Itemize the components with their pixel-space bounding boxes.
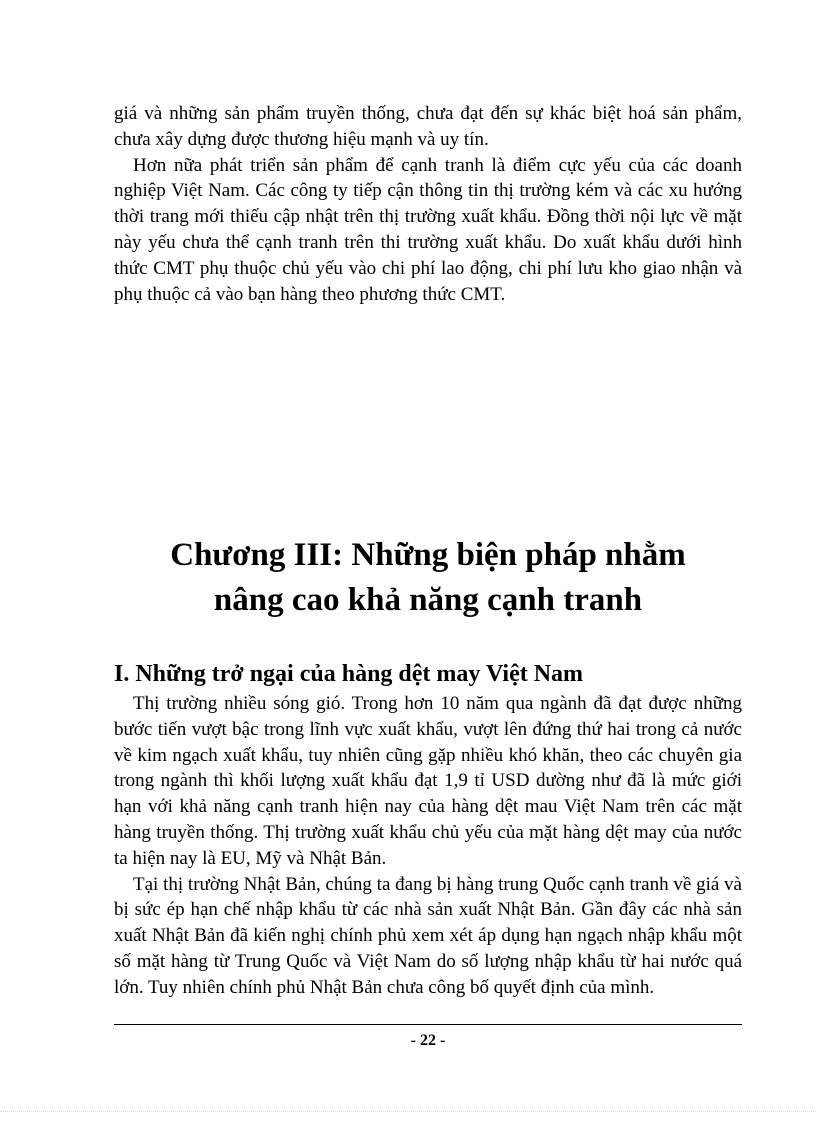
paragraph-product-development: Hơn nữa phát triển sản phẩm để cạnh tranh là điểm cực yếu của các doanh nghiệp Việt Nam. Các công ty tiếp cận thông tin thị trường kém và các xu hướng thời trang mới thiếu cập nhật trên thị trường xuất khẩu. Đồng thời nội lực về mặt này yếu chưa thể cạnh tranh trên thi trường xuất khẩu. Do xuất khẩu dưới hình thức CMT phụ thuộc chủ yếu vào chi phí lao động, chi phí lưu kho giao nhận và phụ thuộc cả vào bạn hàng theo phương thức CMT.: [114, 154, 742, 305]
chapter-title-line-1: Chương III: Những biện pháp nhằm: [170, 537, 686, 573]
page-number: - 22 -: [410, 1032, 446, 1049]
paragraph-market-turbulence: Thị trường nhiều sóng gió. Trong hơn 10 năm qua ngành đã đạt được những bước tiến vượt bậc trong lĩnh vực xuất khẩu, vượt lên đứng thứ hai trong cả nước về kim ngạch xuất khẩu, tuy nhiên cũng gặp nhiều khó khăn, theo các chuyên gia trong ngành thì khối lượng xuất khẩu đạt 1,9 tỉ USD dường như đã là mức giới hạn với khả năng cạnh tranh hiện nay của hàng dệt mau Việt Nam trên các mặt hàng truyền thống. Thị trường xuất khẩu chủ yếu của mặt hàng dệt may của nước ta hiện nay là EU, Mỹ và Nhật Bản.: [114, 693, 742, 869]
section-text-block: [114, 691, 742, 1001]
chapter-title: [114, 533, 742, 623]
page-bottom-edge: [0, 1111, 816, 1112]
paragraph-japan-market: Tại thị trường Nhật Bản, chúng ta đang bị hàng trung Quốc cạnh tranh về giá và bị sức ép hạn chế nhập khẩu từ các nhà sản xuất Nhật Bản. Gần đây các nhà sản xuất Nhật Bản đã kiến nghị chính phủ xem xét áp dụng hạn ngạch nhập khẩu một số mặt hàng từ Trung Quốc và Việt Nam do số lượng nhập khẩu từ hai nước quá lớn. Tuy nhiên chính phủ Nhật Bản chưa công bố quyết định của mình.: [114, 873, 742, 998]
section-heading: I. Những trở ngại của hàng dệt may Việt Nam: [114, 661, 584, 687]
paragraph-continued: giá và những sản phẩm truyền thống, chưa đạt đến sự khác biệt hoá sản phẩm, chưa xây dựng được thương hiệu mạnh và uy tín.: [114, 103, 742, 150]
chapter-title-line-2: nâng cao khả năng cạnh tranh: [213, 582, 643, 618]
top-text-block: [114, 101, 742, 307]
footer-divider: [114, 1024, 742, 1025]
